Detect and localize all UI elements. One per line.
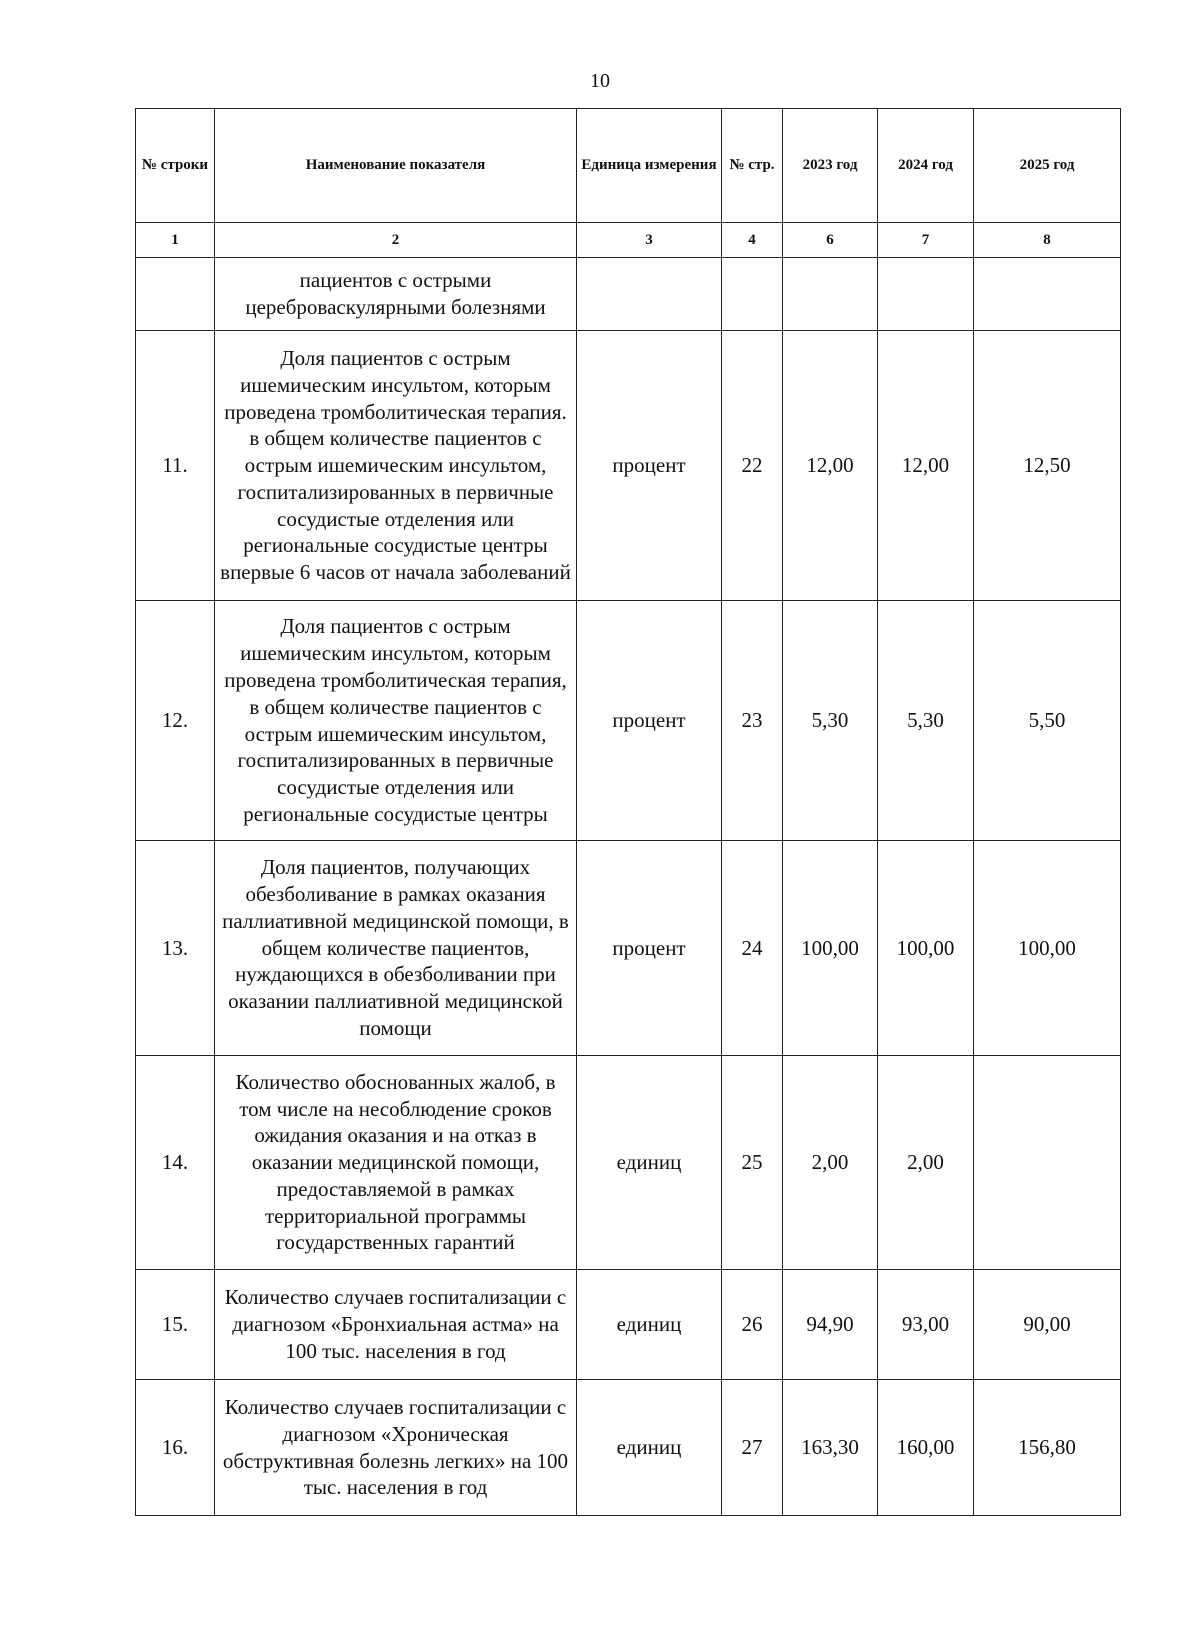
unit-cell bbox=[577, 258, 722, 331]
header-row bbox=[136, 109, 1121, 223]
value-2023-cell: 5,30 bbox=[783, 601, 878, 841]
table-row bbox=[136, 331, 1121, 601]
column-number: 1 bbox=[136, 223, 215, 258]
value-2024-cell: 100,00 bbox=[878, 841, 974, 1056]
column-number: 2 bbox=[215, 223, 577, 258]
value-2024-cell: 12,00 bbox=[878, 331, 974, 601]
row-number-cell: 14. bbox=[136, 1056, 215, 1270]
unit-cell: процент bbox=[577, 331, 722, 601]
value-2025-cell: 100,00 bbox=[974, 841, 1121, 1056]
table-row bbox=[136, 1270, 1121, 1380]
column-number: 3 bbox=[577, 223, 722, 258]
indicator-name-cell: Количество случаев госпитализации с диагнозом «Хроническая обструктивная болезнь легких» на 100 тыс. населения в год bbox=[215, 1380, 577, 1516]
page-cell bbox=[722, 258, 783, 331]
unit-cell: единиц bbox=[577, 1380, 722, 1516]
indicators-table bbox=[135, 108, 1121, 1516]
indicator-name-cell: пациентов с острыми цереброваскулярными болезнями bbox=[215, 258, 577, 331]
header-row-number: № строки bbox=[136, 109, 215, 223]
value-2023-cell: 100,00 bbox=[783, 841, 878, 1056]
header-year-2023: 2023 год bbox=[783, 109, 878, 223]
header-page-number: № стр. bbox=[722, 109, 783, 223]
value-2025-cell: 5,50 bbox=[974, 601, 1121, 841]
page-number: 10 bbox=[590, 70, 610, 92]
column-number: 7 bbox=[878, 223, 974, 258]
header-year-2024: 2024 год bbox=[878, 109, 974, 223]
table-row bbox=[136, 1380, 1121, 1516]
row-number-cell: 11. bbox=[136, 331, 215, 601]
indicator-name-cell: Количество случаев госпитализации с диагнозом «Бронхиальная астма» на 100 тыс. населения в год bbox=[215, 1270, 577, 1380]
row-number-cell: 15. bbox=[136, 1270, 215, 1380]
unit-cell: процент bbox=[577, 601, 722, 841]
row-number-cell: 13. bbox=[136, 841, 215, 1056]
value-2025-cell: 90,00 bbox=[974, 1270, 1121, 1380]
value-2024-cell: 2,00 bbox=[878, 1056, 974, 1270]
page-cell: 26 bbox=[722, 1270, 783, 1380]
value-2023-cell: 94,90 bbox=[783, 1270, 878, 1380]
row-number-cell bbox=[136, 258, 215, 331]
column-number: 6 bbox=[783, 223, 878, 258]
page-cell: 22 bbox=[722, 331, 783, 601]
column-numbers-row bbox=[136, 223, 1121, 258]
unit-cell: единиц bbox=[577, 1056, 722, 1270]
table-row bbox=[136, 841, 1121, 1056]
value-2024-cell: 5,30 bbox=[878, 601, 974, 841]
value-2024-cell: 93,00 bbox=[878, 1270, 974, 1380]
column-number: 4 bbox=[722, 223, 783, 258]
table-row bbox=[136, 1056, 1121, 1270]
value-2025-cell bbox=[974, 258, 1121, 331]
column-number: 8 bbox=[974, 223, 1121, 258]
unit-cell: единиц bbox=[577, 1270, 722, 1380]
value-2025-cell bbox=[974, 1056, 1121, 1270]
page-cell: 25 bbox=[722, 1056, 783, 1270]
unit-cell: процент bbox=[577, 841, 722, 1056]
value-2023-cell bbox=[783, 258, 878, 331]
indicator-name-cell: Доля пациентов с острым ишемическим инсультом, которым проведена тромболитическая терапия. в общем количестве пациентов с острым ишемическим инсультом, госпитализированных в первичные сосудистые отделения или региональные сосудистые центры впервые 6 часов от начала заболеваний bbox=[215, 331, 577, 601]
header-unit: Единица измерения bbox=[577, 109, 722, 223]
value-2025-cell: 156,80 bbox=[974, 1380, 1121, 1516]
value-2024-cell: 160,00 bbox=[878, 1380, 974, 1516]
table-row bbox=[136, 601, 1121, 841]
indicator-name-cell: Доля пациентов, получающих обезболивание в рамках оказания паллиативной медицинской помощи, в общем количестве пациентов, нуждающихся в обезболивании при оказании паллиативной медицинской помощи bbox=[215, 841, 577, 1056]
value-2023-cell: 163,30 bbox=[783, 1380, 878, 1516]
header-year-2025: 2025 год bbox=[974, 109, 1121, 223]
table-row-continuation bbox=[136, 258, 1121, 331]
value-2023-cell: 12,00 bbox=[783, 331, 878, 601]
value-2025-cell: 12,50 bbox=[974, 331, 1121, 601]
page-cell: 27 bbox=[722, 1380, 783, 1516]
indicator-name-cell: Количество обоснованных жалоб, в том числе на несоблюдение сроков ожидания оказания и на отказ в оказании медицинской помощи, предоставляемой в рамках территориальной программы государственных гарантий bbox=[215, 1056, 577, 1270]
value-2023-cell: 2,00 bbox=[783, 1056, 878, 1270]
indicator-name-cell: Доля пациентов с острым ишемическим инсультом, которым проведена тромболитическая терапия, в общем количестве пациентов с острым ишемическим инсультом, госпитализированных в первичные сосудистые отделения или региональные сосудистые центры bbox=[215, 601, 577, 841]
row-number-cell: 12. bbox=[136, 601, 215, 841]
page-cell: 23 bbox=[722, 601, 783, 841]
value-2024-cell bbox=[878, 258, 974, 331]
row-number-cell: 16. bbox=[136, 1380, 215, 1516]
header-indicator-name: Наименование показателя bbox=[215, 109, 577, 223]
page-cell: 24 bbox=[722, 841, 783, 1056]
